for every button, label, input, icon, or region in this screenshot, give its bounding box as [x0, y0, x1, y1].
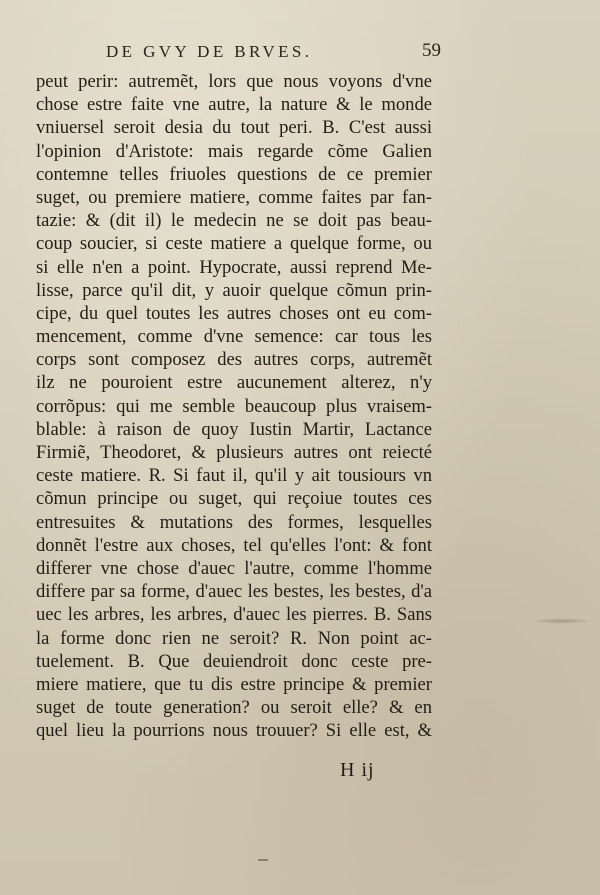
text-line: uec les arbres, les arbres, d'auec les pierres. B. Sans: [36, 604, 432, 626]
text-line: differer vne chose d'auec l'autre, comme l'homme: [36, 557, 432, 579]
text-line: corrõpus: qui me semble beaucoup plus vraisem-: [36, 395, 432, 417]
text-line: vniuersel seroit desia du tout peri. B. C'est aussi: [36, 117, 432, 139]
text-line: la forme donc rien ne seroit? R. Non point ac-: [36, 627, 432, 649]
text-line: l'opinion d'Aristote: mais regarde cõme Galien: [36, 140, 432, 162]
text-line: suget, ou premiere matiere, comme faites par fan-: [36, 186, 432, 208]
running-head: DE GVY DE BRVES.: [106, 42, 313, 61]
text-line: suget de toute generation? ou seroit elle? & en: [36, 697, 432, 719]
body-text: [36, 70, 432, 742]
text-line: chose estre faite vne autre, la nature & le monde: [36, 94, 432, 116]
text-line: mencement, comme d'vne semence: car tous les: [36, 326, 432, 348]
text-line: Firmiẽ, Theodoret, & plusieurs autres ont reiecté: [36, 442, 432, 463]
text-line: coup soucier, si ceste matiere a quelque forme, ou: [36, 233, 432, 255]
text-line: tazie: & (dit il) le medecin ne se doit pas beau-: [36, 210, 432, 232]
text-line: differe par sa forme, d'auec les bestes, les bestes, d'a: [36, 581, 432, 603]
text-line: blable: à raison de quoy Iustin Martir, Lactance: [36, 418, 432, 440]
text-line: tuelement. B. Que deuiendroit donc ceste pre-: [36, 650, 432, 672]
text-line: entresuites & mutations des formes, lesquelles: [36, 511, 432, 533]
text-line: ilz ne pouroient estre aucunement alterez, n'y: [36, 372, 432, 394]
text-line: ceste matiere. R. Si faut il, qu'il y ait tousiours vn: [36, 465, 432, 487]
bottom-mark: [258, 859, 268, 861]
margin-smudge: [532, 618, 592, 624]
text-line: donnẽt l'estre aux choses, tel qu'elles l'ont: & font: [36, 534, 432, 556]
text-line: peut perir: autremẽt, lors que nous voyons d'vne: [36, 71, 432, 92]
page-number: 59: [422, 40, 441, 61]
signature-mark: H ij: [340, 759, 375, 781]
text-line: cõmun principe ou suget, qui reçoiue toutes ces: [36, 488, 432, 510]
text-line: miere matiere, que tu dis estre principe & premier: [36, 673, 432, 695]
text-line: cipe, du quel toutes les autres choses ont eu com-: [36, 302, 432, 324]
text-line: corps sont composez des autres corps, autremẽt: [36, 349, 432, 371]
text-line: si elle n'en a point. Hypocrate, aussi reprend Me-: [36, 256, 432, 278]
text-line: contemne telles friuoles questions de ce premier: [36, 163, 432, 185]
text-line: lisse, parce qu'il dit, y auoir quelque cõmun prin-: [36, 279, 432, 301]
text-line: quel lieu la pourrions nous trouuer? Si elle est, &: [36, 720, 432, 742]
